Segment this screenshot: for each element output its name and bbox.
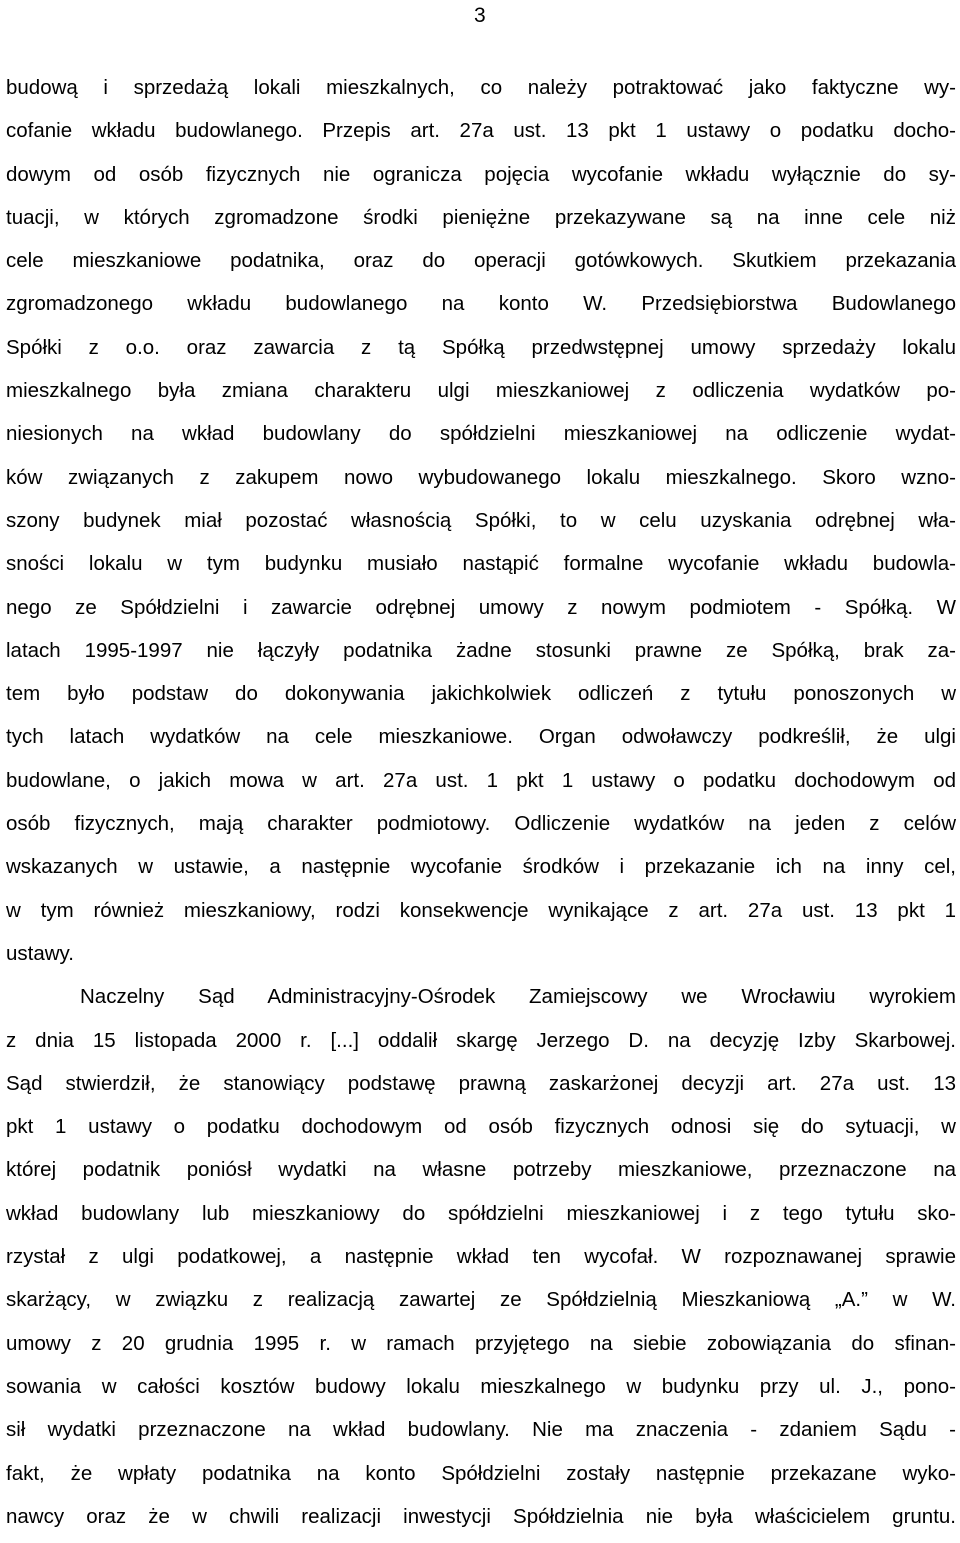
text-line: cele mieszkaniowe podatnika, oraz do operacji gotówkowych. Skutkiem przekazania [6,249,956,273]
text-line: budowlane, o jakich mowa w art. 27a ust. 1 pkt 1 ustawy o podatku dochodowym od [6,768,956,792]
text-line: osób fizycznych, mają charakter podmiotowy. Odliczenie wydatków na jeden z celów [6,812,956,836]
text-line: latach 1995-1997 nie łączyły podatnika żadne stosunki prawne ze Spółką, brak za- [6,638,956,662]
text-line: nego ze Spółdzielni i zawarcie odrębnej umowy z nowym podmiotem - Spółką. W [6,595,956,619]
text-line: ków związanych z zakupem nowo wybudowanego lokalu mieszkalnego. Skoro wzno- [6,465,956,489]
text-line: sności lokalu w tym budynku musiało nastąpić formalne wycofanie wkładu budowla- [6,552,956,576]
text-line: skarżący, w związku z realizacją zawartej ze Spółdzielnią Mieszkaniową „A.” w W. [6,1288,956,1312]
text-line: Sąd stwierdził, że stanowiący podstawę prawną zaskarżonej decyzji art. 27a ust. 13 [6,1071,956,1095]
text-line: w tym również mieszkaniowy, rodzi konsekwencje wynikające z art. 27a ust. 13 pkt 1 [6,898,956,922]
text-line: tych latach wydatków na cele mieszkaniowe. Organ odwoławczy podkreślił, że ulgi [6,725,956,749]
text-line: wskazanych w ustawie, a następnie wycofanie środków i przekazanie ich na inny cel, [6,855,956,879]
text-line: z dnia 15 listopada 2000 r. [...] oddalił skargę Jerzego D. na decyzję Izby Skarbowej. [6,1028,956,1052]
text-line: nawcy oraz że w chwili realizacji inwestycji Spółdzielnia nie była właścicielem gruntu. [6,1504,956,1528]
text-line: szony budynek miał pozostać własnością Spółki, to w celu uzyskania odrębnej wła- [6,508,956,532]
text-line: wkład budowlany lub mieszkaniowy do spółdzielni mieszkaniowej i z tego tytułu sko- [6,1201,956,1225]
text-line: pkt 1 ustawy o podatku dochodowym od osób fizycznych odnosi się do sytuacji, w [6,1115,956,1139]
text-line: umowy z 20 grudnia 1995 r. w ramach przyjętego na siebie zobowiązania do sfinan- [6,1331,956,1355]
text-line: tem było podstaw do dokonywania jakichkolwiek odliczeń z tytułu ponoszonych w [6,682,956,706]
text-line: sił wydatki przeznaczone na wkład budowlany. Nie ma znaczenia - zdaniem Sądu - [6,1418,956,1442]
text-line: rzystał z ulgi podatkowej, a następnie wkład ten wycofał. W rozpoznawanej sprawie [6,1245,956,1269]
text-line: tuacji, w których zgromadzone środki pieniężne przekazywane są na inne cele niż [6,205,956,229]
text-line: zgromadzonego wkładu budowlanego na konto W. Przedsiębiorstwa Budowlanego [6,292,956,316]
document-body [6,66,956,1538]
text-line: niesionych na wkład budowlany do spółdzielni mieszkaniowej na odliczenie wydat- [6,422,956,446]
text-line: ustawy. [6,941,74,965]
text-line: Spółki z o.o. oraz zawarcia z tą Spółką przedwstępnej umowy sprzedaży lokalu [6,335,956,359]
text-line: której podatnik poniósł wydatki na własne potrzeby mieszkaniowe, przeznaczone na [6,1158,956,1182]
text-line: fakt, że wpłaty podatnika na konto Spółdzielni zostały następnie przekazane wyko- [6,1461,956,1485]
text-line: mieszkalnego była zmiana charakteru ulgi mieszkaniowej z odliczenia wydatków po- [6,379,956,403]
page-number: 3 [474,4,486,27]
text-line: sowania w całości kosztów budowy lokalu mieszkalnego w budynku przy ul. J., pono- [6,1374,956,1398]
text-line: cofanie wkładu budowlanego. Przepis art. 27a ust. 13 pkt 1 ustawy o podatku docho- [6,119,956,143]
text-line: Naczelny Sąd Administracyjny-Ośrodek Zamiejscowy we Wrocławiu wyrokiem [80,985,956,1009]
text-line: budową i sprzedażą lokali mieszkalnych, co należy potraktować jako faktyczne wy- [6,76,956,99]
text-line: dowym od osób fizycznych nie ogranicza pojęcia wycofanie wkładu wyłącznie do sy- [6,162,956,186]
